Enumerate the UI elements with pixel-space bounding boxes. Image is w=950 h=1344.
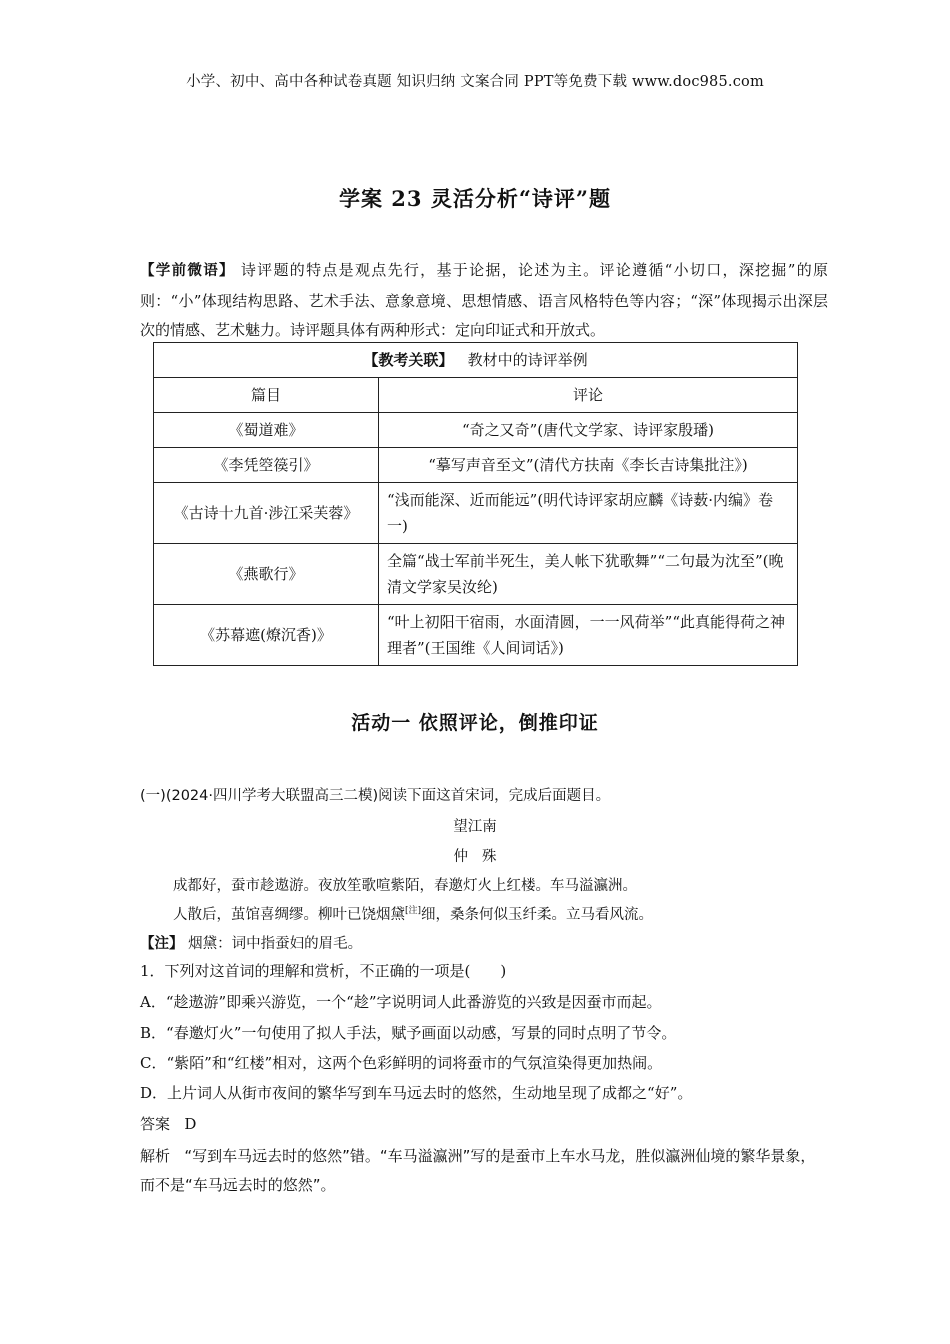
table-cell-comment: “摹写声音至文”(清代方扶南《李长吉诗集批注》): [379, 448, 798, 483]
section-intro: (一)(2024·四川学考大联盟高三二模)阅读下面这首宋词，完成后面题目。: [140, 788, 611, 804]
poem-author: 仲殊: [453, 849, 511, 865]
table-cell-title: 《李凭箜篌引》: [154, 448, 379, 483]
answer-line: [140, 1113, 830, 1134]
option-b: B．“春邀灯火”一句使用了拟人手法，赋予画面以动感，写景的同时点明了节令。: [140, 1024, 677, 1042]
answer-value: D: [184, 1115, 197, 1133]
page-title: 学案 23 灵活分析“诗评”题: [338, 186, 611, 211]
intro-text: 诗评题的特点是观点先行，基于论据，论述为主。评论遵循“小切口，深挖掘”的原则：“小”体现结构思路、艺术手法、意象意境、思想情感、语言风格特色等内容；“深”体现揭示出深层次的情感、艺术魅力。诗评题具体有两种形式：定向印证式和开放式。: [140, 261, 828, 339]
table-row: [154, 448, 798, 483]
table-cell-title: 《苏幕遮(燎沉香)》: [154, 605, 379, 666]
table-row: [154, 483, 798, 544]
poem-footnote-marker: [注]: [405, 906, 422, 917]
table-cell-title: 《燕歌行》: [154, 544, 379, 605]
intro-paragraph: [140, 256, 828, 346]
table-caption-label: 【教考关联】: [363, 351, 454, 369]
table-header-title: 篇目: [154, 378, 379, 413]
question-stem: 1．下列对这首词的理解和赏析，不正确的一项是( ): [140, 962, 507, 980]
analysis-paragraph: [140, 1142, 830, 1200]
table-cell-comment: “叶上初阳干宿雨，水面清圆，一一风荷举”“此真能得荷之神理者”(王国维《人间词话》): [379, 605, 798, 666]
option-d: D．上片词人从街市夜间的繁华写到车马远去时的悠然，生动地呈现了成都之“好”。: [140, 1084, 693, 1102]
table-cell-title: 《古诗十九首·涉江采芙蓉》: [154, 483, 379, 544]
footnote: [140, 932, 362, 953]
option-a: A．“趁遨游”即乘兴游览，一个“趁”字说明词人此番游览的兴致是因蚕市而起。: [140, 993, 662, 1011]
intro-label: 【学前微语】: [140, 263, 235, 279]
table-row: [154, 605, 798, 666]
table-cell-comment: “奇之又奇”(唐代文学家、诗评家殷璠): [379, 413, 798, 448]
table-cell-comment: “浅而能深、近而能远”(明代诗评家胡应麟《诗薮·内编》卷一): [379, 483, 798, 544]
table-cell-comment: 全篇“战士军前半死生，美人帐下犹歌舞”“二句最为沈至”(晚清文学家吴汝纶): [379, 544, 798, 605]
table-caption: [154, 343, 798, 378]
reference-table: [153, 342, 798, 666]
table-caption-text: 教材中的诗评举例: [467, 351, 588, 369]
poem-line-1: 成都好，蚕市趁遨游。夜放笙歌喧紫陌，春邀灯火上红楼。车马溢瀛洲。: [173, 878, 637, 894]
footnote-label: 【注】: [140, 936, 184, 952]
poem-title: 望江南: [453, 819, 497, 835]
table-row: [154, 413, 798, 448]
table-header-row: [154, 378, 798, 413]
activity-heading: 活动一 依照评论，倒推印证: [351, 712, 599, 734]
table-cell-title: 《蜀道难》: [154, 413, 379, 448]
poem-line-2: [173, 903, 653, 924]
analysis-text: “写到车马远去时的悠然”错。“车马溢瀛洲”写的是蚕市上车水马龙，胜似瀛洲仙境的繁华景象，而不是“车马远去时的悠然”。: [140, 1147, 816, 1194]
table-header-comment: 评论: [379, 378, 798, 413]
analysis-label: 解析: [140, 1147, 171, 1165]
page-header: 小学、初中、高中各种试卷真题 知识归纳 文案合同 PPT等免费下载 www.doc985.com: [186, 74, 764, 90]
poem-line-2-part-2: 细，桑条何似玉纤柔。立马看风流。: [421, 907, 654, 923]
footnote-text: 烟黛：词中指蚕妇的眉毛。: [188, 936, 363, 952]
option-c: C．“紫陌”和“红楼”相对，这两个色彩鲜明的词将蚕市的气氛渲染得更加热闹。: [140, 1054, 663, 1072]
table-caption-row: [154, 343, 798, 378]
answer-label: 答案: [140, 1115, 171, 1133]
poem-line-2-part-1: 人散后，茧馆喜绸缪。柳叶已饶烟黛: [173, 907, 405, 923]
table-row: [154, 544, 798, 605]
